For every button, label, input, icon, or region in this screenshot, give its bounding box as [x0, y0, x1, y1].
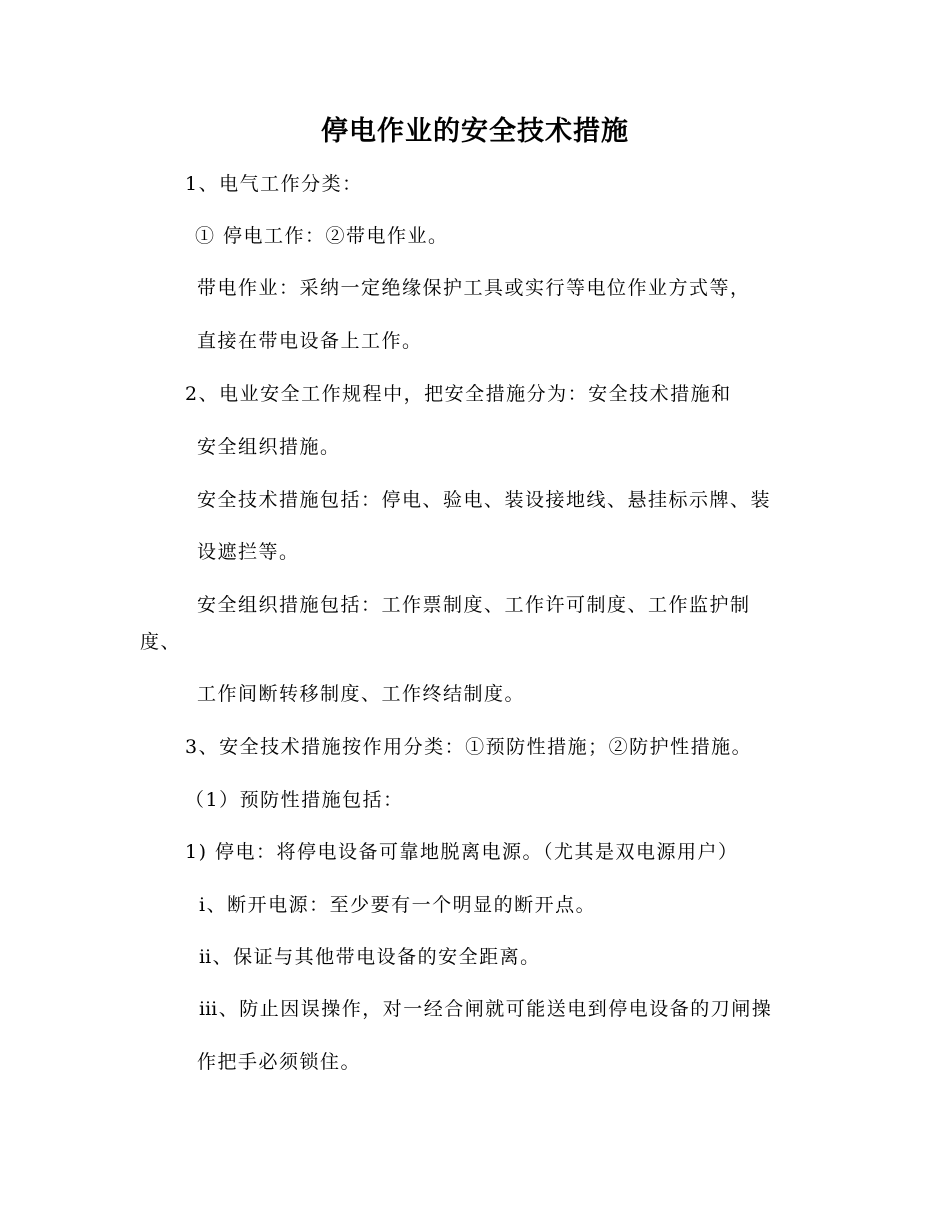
document-title: 停电作业的安全技术措施 [321, 116, 629, 147]
technical-measures: 安全技术措施包括：停电、验电、装设接地线、悬挂标示牌、装 [197, 489, 772, 511]
sub-item-i: ⅰ、断开电源：至少要有一个明显的断开点。 [199, 894, 597, 916]
section-2-heading: 2、电业安全工作规程中，把安全措施分为：安全技术措施和 [185, 383, 732, 405]
sub-item-ii: ⅱ、保证与其他带电设备的安全距离。 [199, 946, 541, 968]
organizational-measures: 安全组织措施包括：工作票制度、工作许可制度、工作监护制 [197, 594, 751, 616]
section-3-heading: 3、安全技术措施按作用分类：①预防性措施；②防护性措施。 [185, 736, 753, 758]
sub-item-iii: ⅲ、防止因误操作，对一经合闸就可能送电到停电设备的刀闸操 [199, 998, 773, 1020]
sub-item-iii-cont: 作把手必须锁住。 [197, 1051, 362, 1073]
section-1-heading: 1、电气工作分类： [185, 173, 363, 195]
section-2-heading-cont: 安全组织措施。 [197, 436, 341, 458]
power-off-item: 1) 停电：将停电设备可靠地脱离电源。（尤其是双电源用户） [185, 841, 739, 863]
organizational-measures-cont: 工作间断转移制度、工作终结制度。 [197, 683, 526, 705]
live-work-definition-cont: 直接在带电设备上工作。 [197, 330, 423, 352]
organizational-measures-wrap: 度、 [140, 631, 182, 653]
preventive-measures-heading: （1）预防性措施包括： [185, 789, 404, 811]
work-types: ① 停电工作：②带电作业。 [195, 225, 449, 247]
technical-measures-cont: 设遮拦等。 [197, 541, 300, 563]
live-work-definition: 带电作业：采纳一定绝缘保护工具或实行等电位作业方式等， [197, 277, 751, 299]
